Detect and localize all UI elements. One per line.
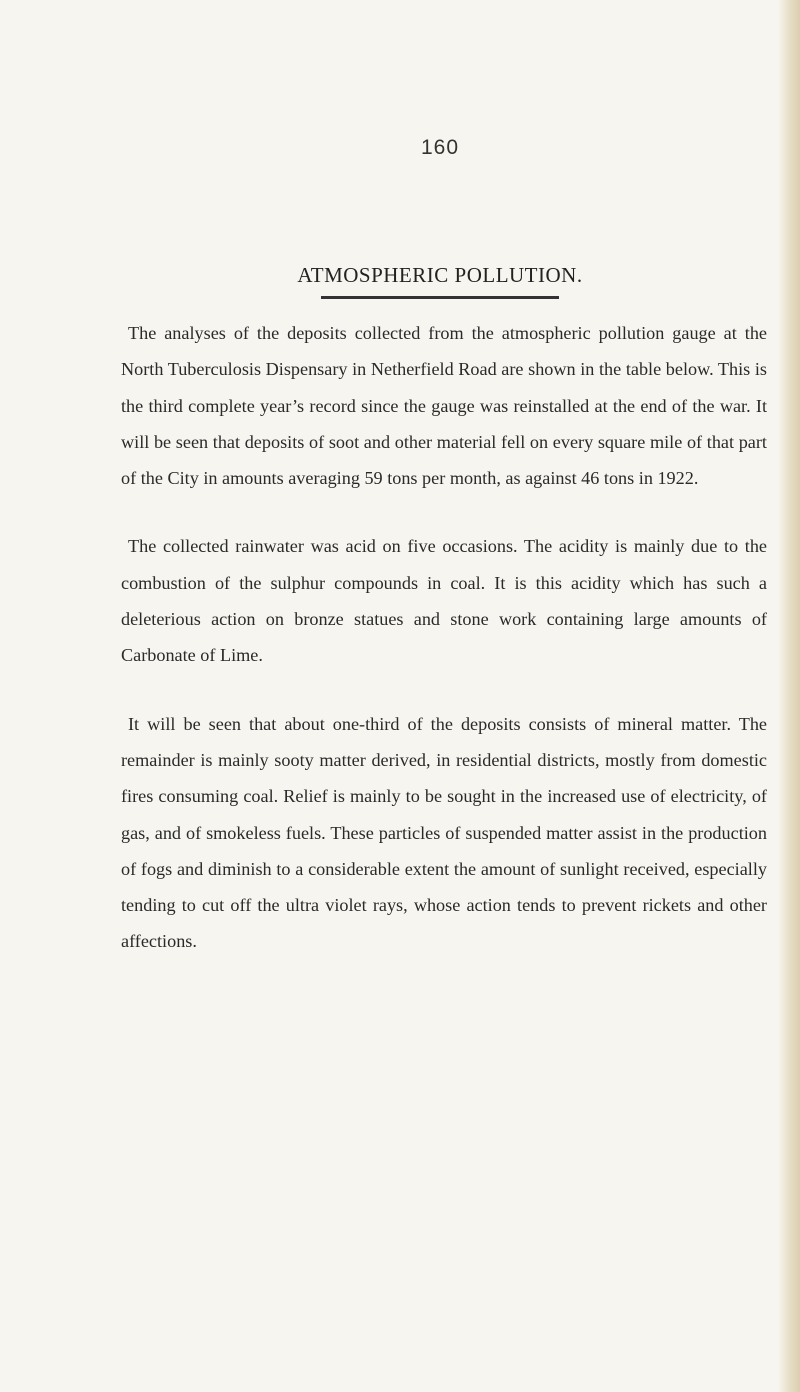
body-text — [121, 315, 767, 992]
paragraph-3: It will be seen that about one-third of the deposits consists of mineral matter. The remainder is mainly sooty matter derived, in residential districts, mostly from domestic fires consuming coal. Relief is mainly to be sought in the increased use of electricity, of gas, and of smokeless fuels. These particles of suspended matter assist in the production of fogs and diminish to a considerable extent the amount of sunlight received, especially tending to cut off the ultra violet rays, whose action tends to prevent rickets and other affections. — [121, 713, 767, 952]
page-number: 160 — [420, 136, 460, 159]
heading-underline — [321, 296, 559, 299]
section-heading: ATMOSPHERIC POLLUTION. — [297, 263, 583, 287]
page-edge-shading — [778, 0, 800, 1392]
paragraph-2: The collected rainwater was acid on five occasions. The acidity is mainly due to the combustion of the sulphur compounds in coal. It is this acidity which has such a deleterious action on bronze statues and stone work containing large amounts of Carbonate of Lime. — [121, 536, 767, 666]
paragraph-1: The analyses of the deposits collected from the atmospheric pollution gauge at the North Tuberculosis Dispensary in Netherfield Road are shown in the table below. This is the third complete year’s record since the gauge was reinstalled at the end of the war. It will be seen that deposits of soot and other material fell on every square mile of that part of the City in amounts averaging 59 tons per month, as against 46 tons in 1922. — [121, 323, 767, 489]
